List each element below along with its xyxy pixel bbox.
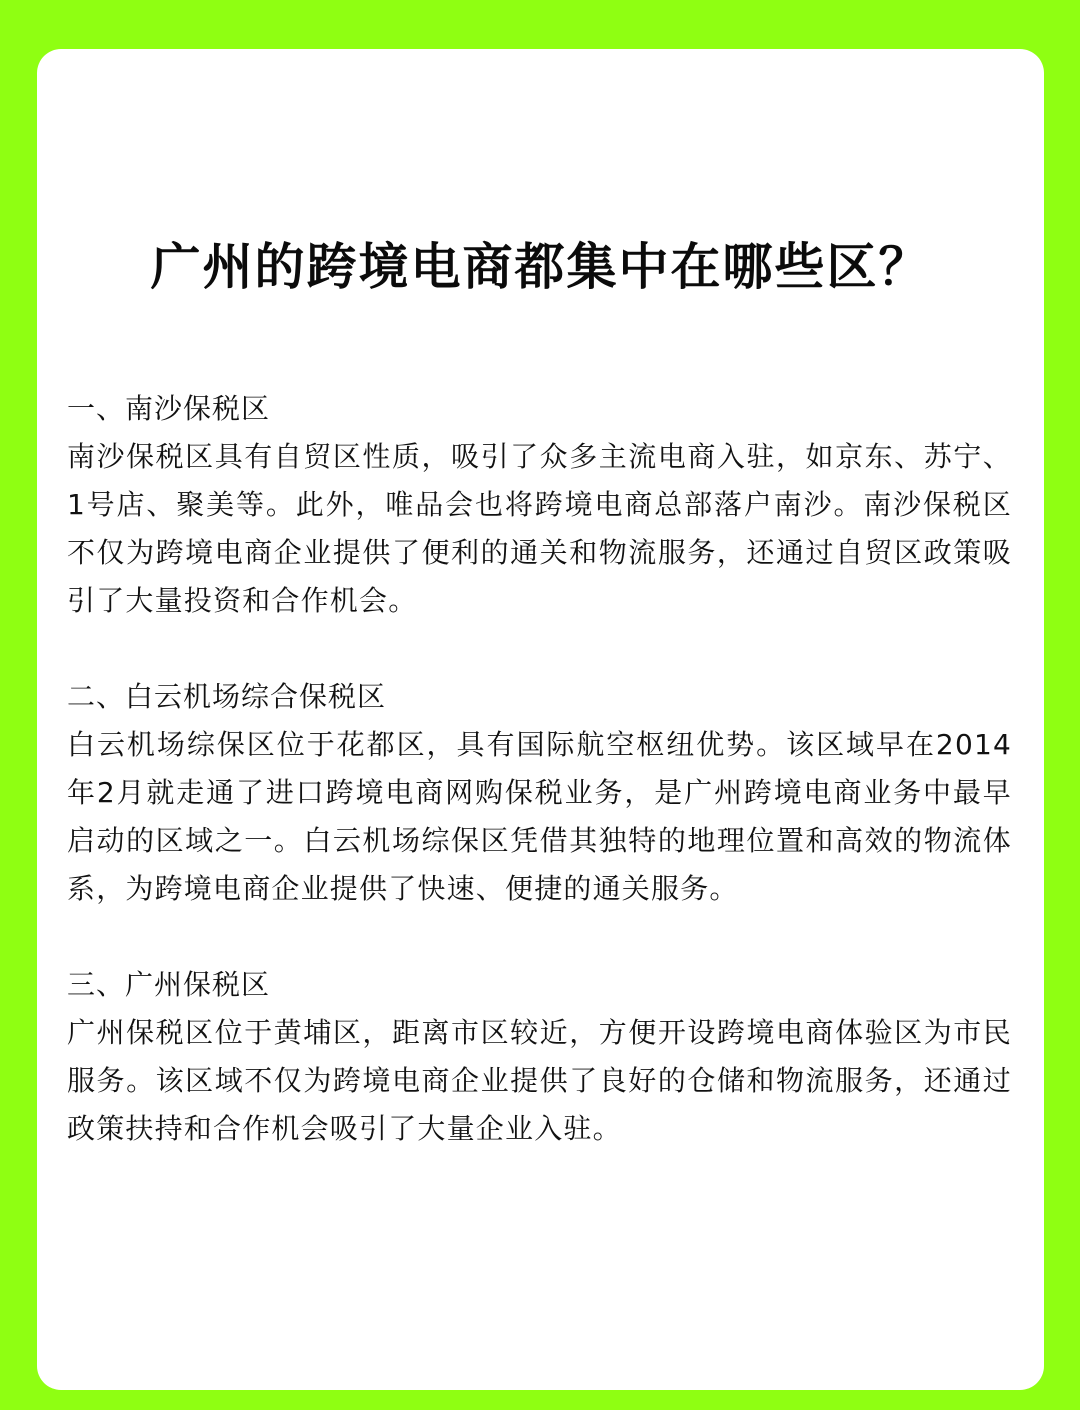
section-heading: 一、南沙保税区	[67, 392, 271, 425]
section-body: 广州保税区位于黄埔区，距离市区较近，方便开设跨境电商体验区为市民服务。该区域不仅为跨境电商企业提供了良好的仓储和物流服务，还通过政策扶持和合作机会吸引了大量企业入驻。	[67, 1016, 1012, 1145]
section-baiyun	[67, 673, 1012, 913]
section-nansha	[67, 385, 1012, 625]
section-heading: 二、白云机场综合保税区	[67, 680, 387, 713]
content-card	[37, 49, 1044, 1390]
section-body: 白云机场综保区位于花都区，具有国际航空枢纽优势。该区域早在2014年2月就走通了进口跨境电商网购保税业务，是广州跨境电商业务中最早启动的区域之一。白云机场综保区凭借其独特的地理位置和高效的物流体系，为跨境电商企业提供了快速、便捷的通关服务。	[67, 728, 1012, 905]
page-title: 广州的跨境电商都集中在哪些区？	[150, 238, 931, 296]
section-guangzhou-bonded	[67, 961, 1012, 1153]
section-heading: 三、广州保税区	[67, 968, 271, 1001]
section-body: 南沙保税区具有自贸区性质，吸引了众多主流电商入驻，如京东、苏宁、1号店、聚美等。此外，唯品会也将跨境电商总部落户南沙。南沙保税区不仅为跨境电商企业提供了便利的通关和物流服务，还通过自贸区政策吸引了大量投资和合作机会。	[67, 440, 1012, 617]
